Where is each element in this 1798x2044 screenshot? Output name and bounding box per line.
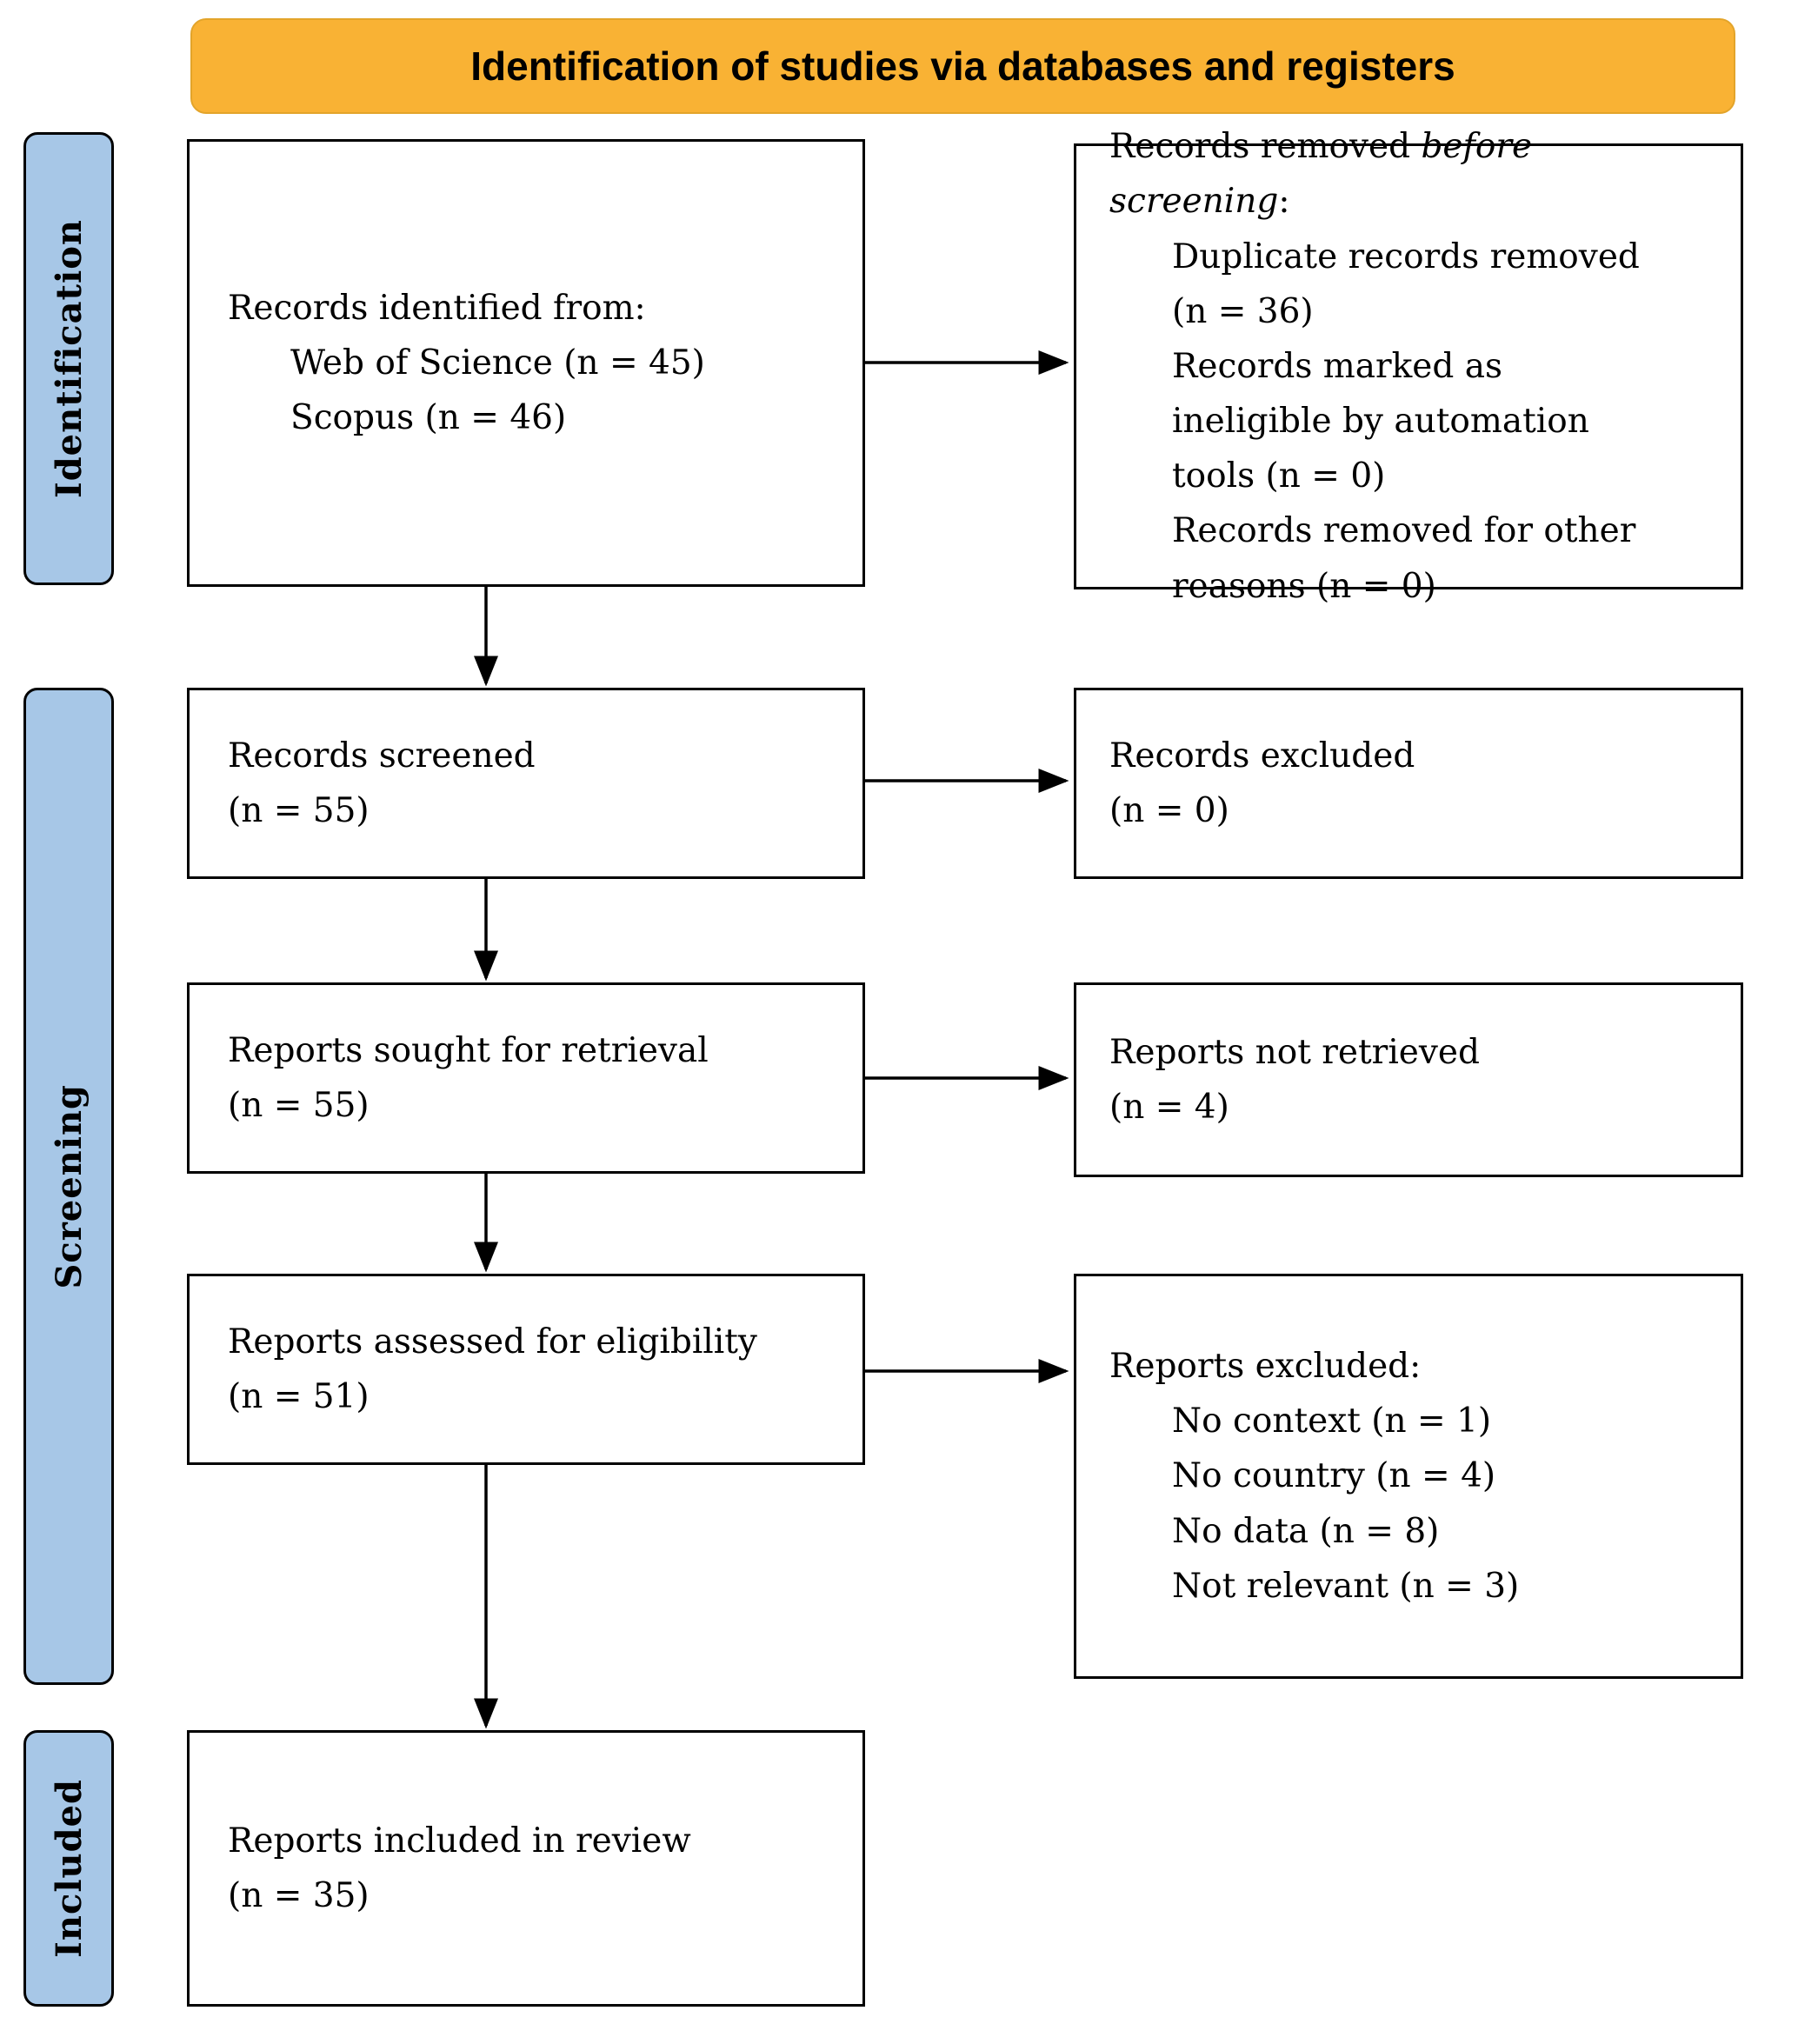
- reports-sought-count: (n = 55): [228, 1086, 370, 1125]
- stage-label-included: [23, 1730, 114, 2007]
- records-excluded-count: (n = 0): [1109, 791, 1229, 830]
- records-identified-title: Records identified from:: [228, 288, 646, 328]
- records-removed-intro-italic: before screening: [1109, 127, 1533, 222]
- box-reports-not-retrieved: [1074, 982, 1743, 1177]
- records-screened-count: (n = 55): [228, 791, 370, 830]
- box-records-screened: [187, 688, 865, 879]
- records-removed-item-automation: Records marked as ineligible by automation tools (n = 0): [1172, 346, 1589, 496]
- reports-assessed-title: Reports assessed for eligibility: [228, 1322, 757, 1362]
- stage-screening-text: Screening: [48, 1083, 90, 1289]
- box-reports-sought: [187, 982, 865, 1174]
- records-screened-title: Records screened: [228, 736, 536, 776]
- records-removed-intro: [1109, 119, 1671, 229]
- diagram-title: Identification of studies via databases and registers: [470, 43, 1455, 89]
- stage-identification-text: Identification: [48, 219, 90, 498]
- reports-included-count: (n = 35): [228, 1876, 370, 1915]
- stage-included-text: Included: [48, 1779, 90, 1958]
- reports-sought-title: Reports sought for retrieval: [228, 1030, 709, 1070]
- records-removed-intro-prefix: Records removed: [1109, 127, 1422, 167]
- records-excluded-title: Records excluded: [1109, 736, 1415, 776]
- records-removed-intro-suffix: :: [1278, 182, 1290, 222]
- reports-not-retrieved-count: (n = 4): [1109, 1088, 1229, 1127]
- records-identified-source-wos: Web of Science (n = 45): [290, 343, 705, 383]
- box-reports-included: [187, 1730, 865, 2007]
- stage-label-screening: [23, 688, 114, 1685]
- reports-excluded-item-relevant: Not relevant (n = 3): [1172, 1566, 1520, 1606]
- reports-not-retrieved-title: Reports not retrieved: [1109, 1032, 1480, 1072]
- box-reports-excluded: [1074, 1274, 1743, 1679]
- records-removed-item-other: Records removed for other reasons (n = 0): [1172, 511, 1636, 606]
- reports-included-title: Reports included in review: [228, 1821, 691, 1861]
- box-reports-assessed: [187, 1274, 865, 1465]
- reports-assessed-count: (n = 51): [228, 1377, 370, 1416]
- reports-excluded-item-data: No data (n = 8): [1172, 1511, 1440, 1551]
- reports-excluded-title: Reports excluded:: [1109, 1347, 1422, 1387]
- diagram-title-banner: [190, 18, 1735, 114]
- records-identified-source-scopus: Scopus (n = 46): [290, 398, 567, 438]
- reports-excluded-item-country: No country (n = 4): [1172, 1456, 1496, 1496]
- stage-label-identification: [23, 132, 114, 585]
- reports-excluded-item-context: No context (n = 1): [1172, 1402, 1492, 1441]
- box-records-identified: [187, 139, 865, 587]
- box-records-removed: [1074, 127, 1743, 606]
- records-removed-item-duplicates: Duplicate records removed (n = 36): [1172, 236, 1640, 331]
- box-records-excluded: [1074, 688, 1743, 879]
